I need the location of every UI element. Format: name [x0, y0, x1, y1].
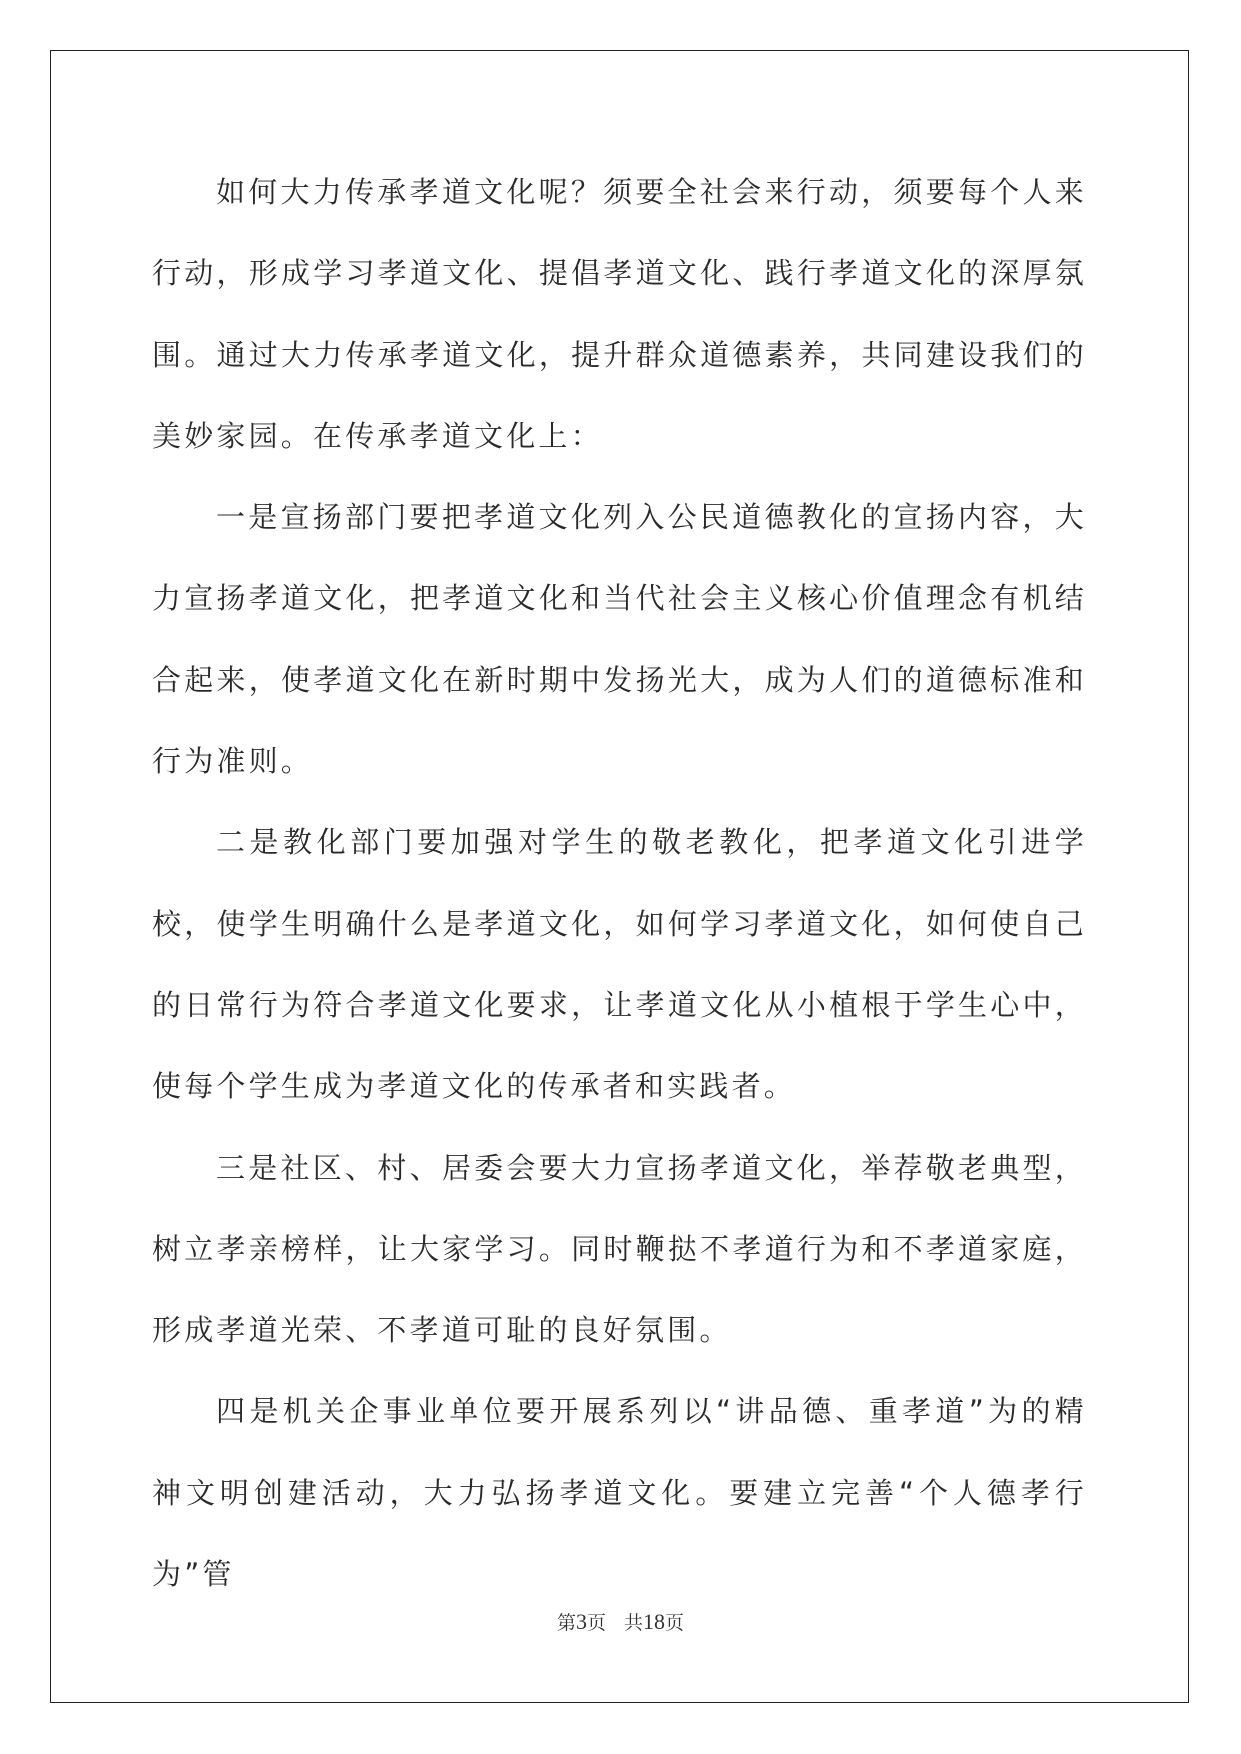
- page-suffix: 页: [586, 1612, 606, 1634]
- page-prefix: 第: [556, 1612, 576, 1634]
- page-number: 3: [575, 1609, 587, 1634]
- page-footer: [0, 1608, 1241, 1635]
- paragraph-point-3: 三是社区、村、居委会要大力宣扬孝道文化，举荐敬老典型，树立孝亲榜样，让大家学习。同时鞭挞不孝道行为和不孝道家庭，形成孝道光荣、不孝道可耻的良好氛围。: [152, 1150, 1087, 1348]
- total-suffix: 页: [665, 1612, 685, 1634]
- total-pages: 18: [643, 1609, 666, 1634]
- paragraph-intro: 如何大力传承孝道文化呢？须要全社会来行动，须要每个人来行动，形成学习孝道文化、提倡孝道文化、践行孝道文化的深厚氛围。通过大力传承孝道文化，提升群众道德素养，共同建设我们的美妙家园。在传承孝道文化上：: [152, 175, 1087, 453]
- paragraph-point-1: 一是宣扬部门要把孝道文化列入公民道德教化的宣扬内容，大力宣扬孝道文化，把孝道文化和当代社会主义核心价值理念有机结合起来，使孝道文化在新时期中发扬光大，成为人们的道德标准和行为准则。: [152, 500, 1087, 779]
- paragraph-point-4: 四是机关企事业单位要开展系列以“讲品德、重孝道”为的精神文明创建活动，大力弘扬孝道文化。要建立完善“个人德孝行为”管: [152, 1394, 1087, 1592]
- paragraph-point-2: 二是教化部门要加强对学生的敬老教化，把孝道文化引进学校，使学生明确什么是孝道文化，如何学习孝道文化，如何使自己的日常行为符合孝道文化要求，让孝道文化从小植根于学生心中，使每个学生成为孝道文化的传承者和实践者。: [152, 825, 1087, 1104]
- total-prefix: 共: [624, 1612, 644, 1634]
- document-body: [152, 152, 1087, 1615]
